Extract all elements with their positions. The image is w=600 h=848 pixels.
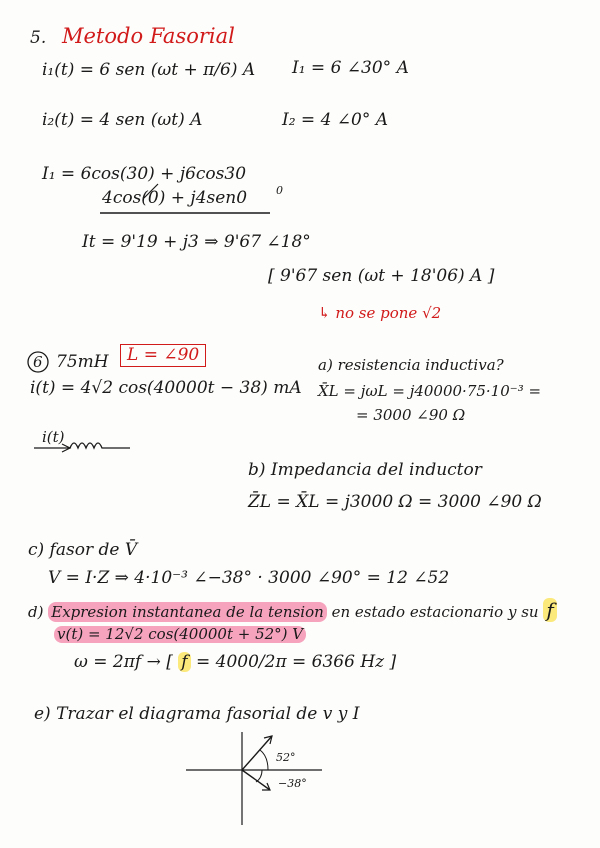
i1-phasor: I₁ = 6 ∠30° A [292, 58, 409, 78]
sum-line-3: It = 9'19 + j3 ⇒ 9'67 ∠18° [82, 232, 311, 252]
sum-zero-annotation: 0 [276, 184, 283, 197]
sum-line-2: 4cos(0) + j4sen0 [102, 188, 248, 208]
part-a-title: a) resistencia inductiva? [318, 356, 504, 374]
part-d-freq-rest: = 4000/2π = 6366 Hz ] [196, 652, 397, 672]
i1-definition: i₁(t) = 6 sen (ωt + π/6) A [42, 60, 256, 80]
part-c-title: c) fasor de V̄ [28, 540, 138, 560]
part-d-f: f [543, 598, 556, 622]
inductance-value: 75mH [56, 352, 109, 372]
i2-phasor: I₂ = 4 ∠0° A [282, 110, 389, 130]
problem-5-number: 5. [30, 28, 47, 48]
problem-6-number: 6 [33, 353, 43, 371]
part-c-line: V = I·Z ⇒ 4·10⁻³ ∠−38° · 3000 ∠90° = 12 ∠52 [48, 568, 450, 588]
part-b-title: b) Impedancia del inductor [248, 460, 482, 480]
part-b-line: Z̄L = X̄L = j3000 Ω = 3000 ∠90 Ω [248, 492, 542, 512]
angle-box: L = ∠90 [120, 344, 206, 367]
part-d-freq-f: f [178, 652, 190, 672]
part-d-prefix: d) [28, 603, 44, 621]
sum-line-1: I₁ = 6cos(30) + j6cos30 [42, 164, 247, 184]
coil-label: i(t) [42, 428, 65, 446]
part-d-freq-prefix: ω = 2πf → [74, 652, 161, 672]
problem-5-title: Metodo Fasorial [62, 24, 235, 48]
phasor-angle-current: −38° [278, 777, 307, 790]
part-d-expression: v(t) = 12√2 cos(40000t + 52°) V [54, 626, 306, 643]
part-a-line-2: = 3000 ∠90 Ω [356, 406, 466, 424]
phasor-angle-voltage: 52° [276, 751, 296, 764]
current-expression: i(t) = 4√2 cos(40000t − 38) mA [30, 378, 302, 398]
freq-bracket-open: [ [166, 652, 173, 672]
part-d-title: Expresion instantanea de la tension [48, 602, 327, 622]
note-no-sqrt2: ↳ no se pone √2 [318, 304, 442, 322]
part-a-line-1: X̄L = jωL = j40000·75·10⁻³ = [318, 382, 542, 400]
part-e-title: e) Trazar el diagrama fasorial de v y I [34, 704, 360, 724]
part-d-rest: en estado estacionario y su [331, 603, 539, 621]
current-phasor [242, 770, 270, 790]
i2-definition: i₂(t) = 4 sen (ωt) A [42, 110, 203, 130]
time-domain-result: [ 9'67 sen (ωt + 18'06) A ] [268, 266, 495, 286]
